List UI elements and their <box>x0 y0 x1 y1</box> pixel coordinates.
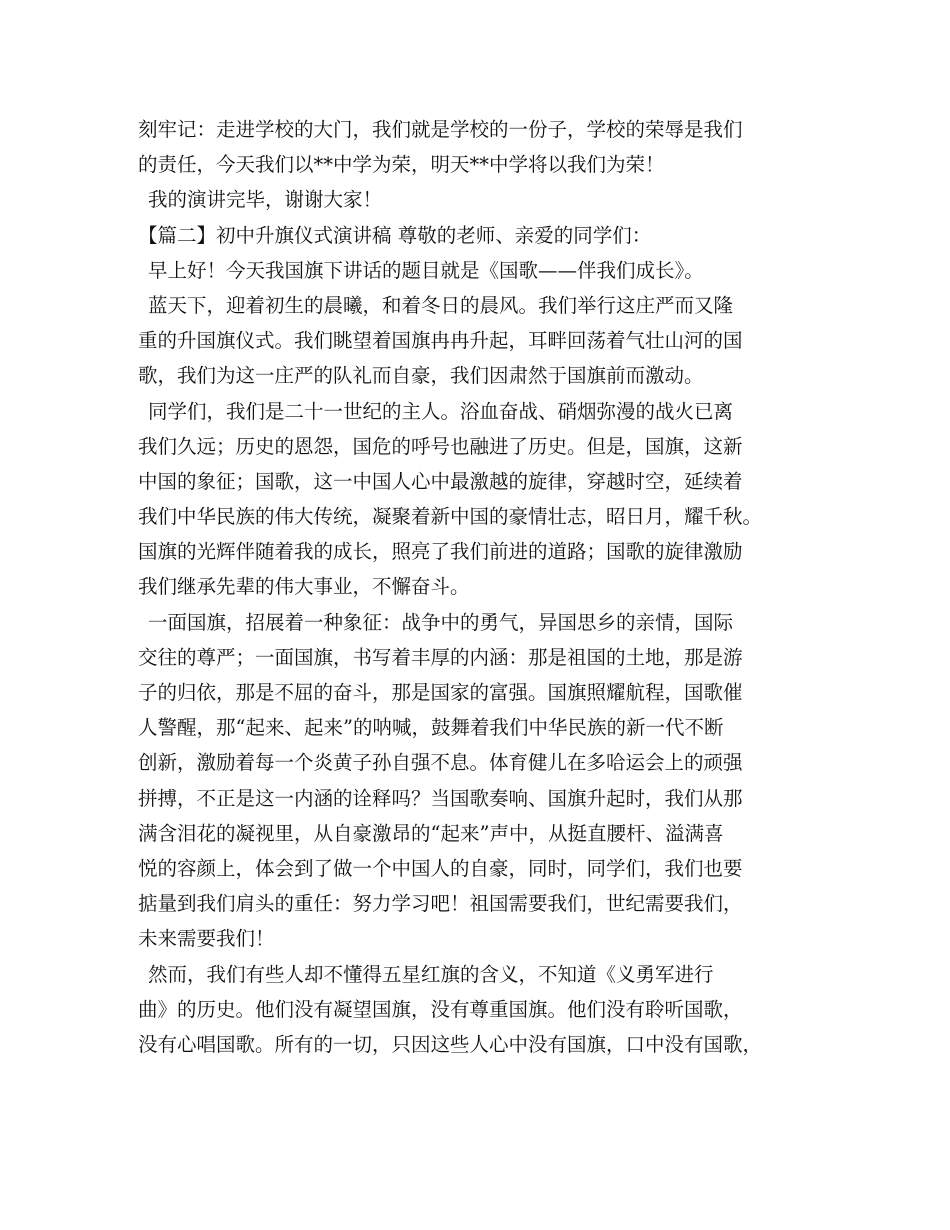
text-line-6: 蓝天下，迎着初生的晨曦，和着冬日的晨风。我们举行这庄严而又隆 <box>148 293 734 317</box>
text-line-24: 未来需要我们！ <box>138 927 275 951</box>
text-line-10: 我们久远；历史的恩怨，国危的呼号也融进了历史。但是，国旗，这新 <box>138 434 743 458</box>
section-heading: 【篇二】初中升旗仪式演讲稿 尊敬的老师、亲爱的同学们： <box>138 223 652 247</box>
text-line-27: 没有心唱国歌。所有的一切，只因这些人心中没有国旗，口中没有国歌， <box>138 1032 763 1056</box>
text-line-2: 的责任，今天我们以**中学为荣，明天**中学将以我们为荣！ <box>138 153 665 177</box>
text-line-21: 满含泪花的凝视里，从自豪激昂的“起来”声中，从挺直腰杆、溢满喜 <box>138 821 724 845</box>
text-line-19: 创新，激励着每一个炎黄子孙自强不息。体育健儿在多哈运会上的顽强 <box>138 751 743 775</box>
text-line-3: 我的演讲完毕，谢谢大家！ <box>148 188 383 212</box>
text-line-11: 中国的象征；国歌，这一中国人心中最激越的旋律，穿越时空，延续着 <box>138 469 743 493</box>
text-line-1: 刻牢记：走进学校的大门，我们就是学校的一份子，学校的荣辱是我们 <box>138 118 743 141</box>
text-line-22: 悦的容颜上，体会到了做一个中国人的自豪，同时，同学们，我们也要 <box>138 856 743 880</box>
text-line-8: 歌，我们为这一庄严的队礼而自豪，我们因肃然于国旗前而激动。 <box>138 364 704 388</box>
text-line-25: 然而，我们有些人却不懂得五星红旗的含义，不知道《义勇军进行 <box>148 962 714 986</box>
text-line-13: 国旗的光辉伴随着我的成长，照亮了我们前进的道路；国歌的旋律激励 <box>138 540 743 564</box>
text-line-14: 我们继承先辈的伟大事业，不懈奋斗。 <box>138 575 470 599</box>
text-line-12: 我们中华民族的伟大传统，凝聚着新中国的豪情壮志，昭日月，耀千秋。 <box>138 505 763 529</box>
text-line-23: 掂量到我们肩头的重任：努力学习吧！祖国需要我们，世纪需要我们， <box>138 892 743 916</box>
text-line-18: 人警醒，那“起来、起来”的呐喊，鼓舞着我们中华民族的新一代不断 <box>138 716 724 740</box>
text-line-7: 重的升国旗仪式。我们眺望着国旗冉冉升起，耳畔回荡着气壮山河的国 <box>138 329 743 353</box>
speech-text <box>138 112 828 1062</box>
text-line-16: 交往的尊严；一面国旗，书写着丰厚的内涵：那是祖国的土地，那是游 <box>138 645 743 669</box>
text-line-9: 同学们，我们是二十一世纪的主人。浴血奋战、硝烟弥漫的战火已离 <box>148 399 734 423</box>
text-line-17: 子的归依，那是不屈的奋斗，那是国家的富强。国旗照耀航程，国歌催 <box>138 681 743 704</box>
text-line-15: 一面国旗，招展着一种象征：战争中的勇气，异国思乡的亲情，国际 <box>148 610 734 634</box>
text-line-26: 曲》的历史。他们没有凝望国旗，没有尊重国旗。他们没有聆听国歌， <box>138 997 743 1021</box>
text-line-20: 拼搏，不正是这一内涵的诠释吗？当国歌奏响、国旗升起时，我们从那 <box>138 786 743 810</box>
text-line-5: 早上好！今天我国旗下讲话的题目就是《国歌——伴我们成长》。 <box>148 258 704 282</box>
